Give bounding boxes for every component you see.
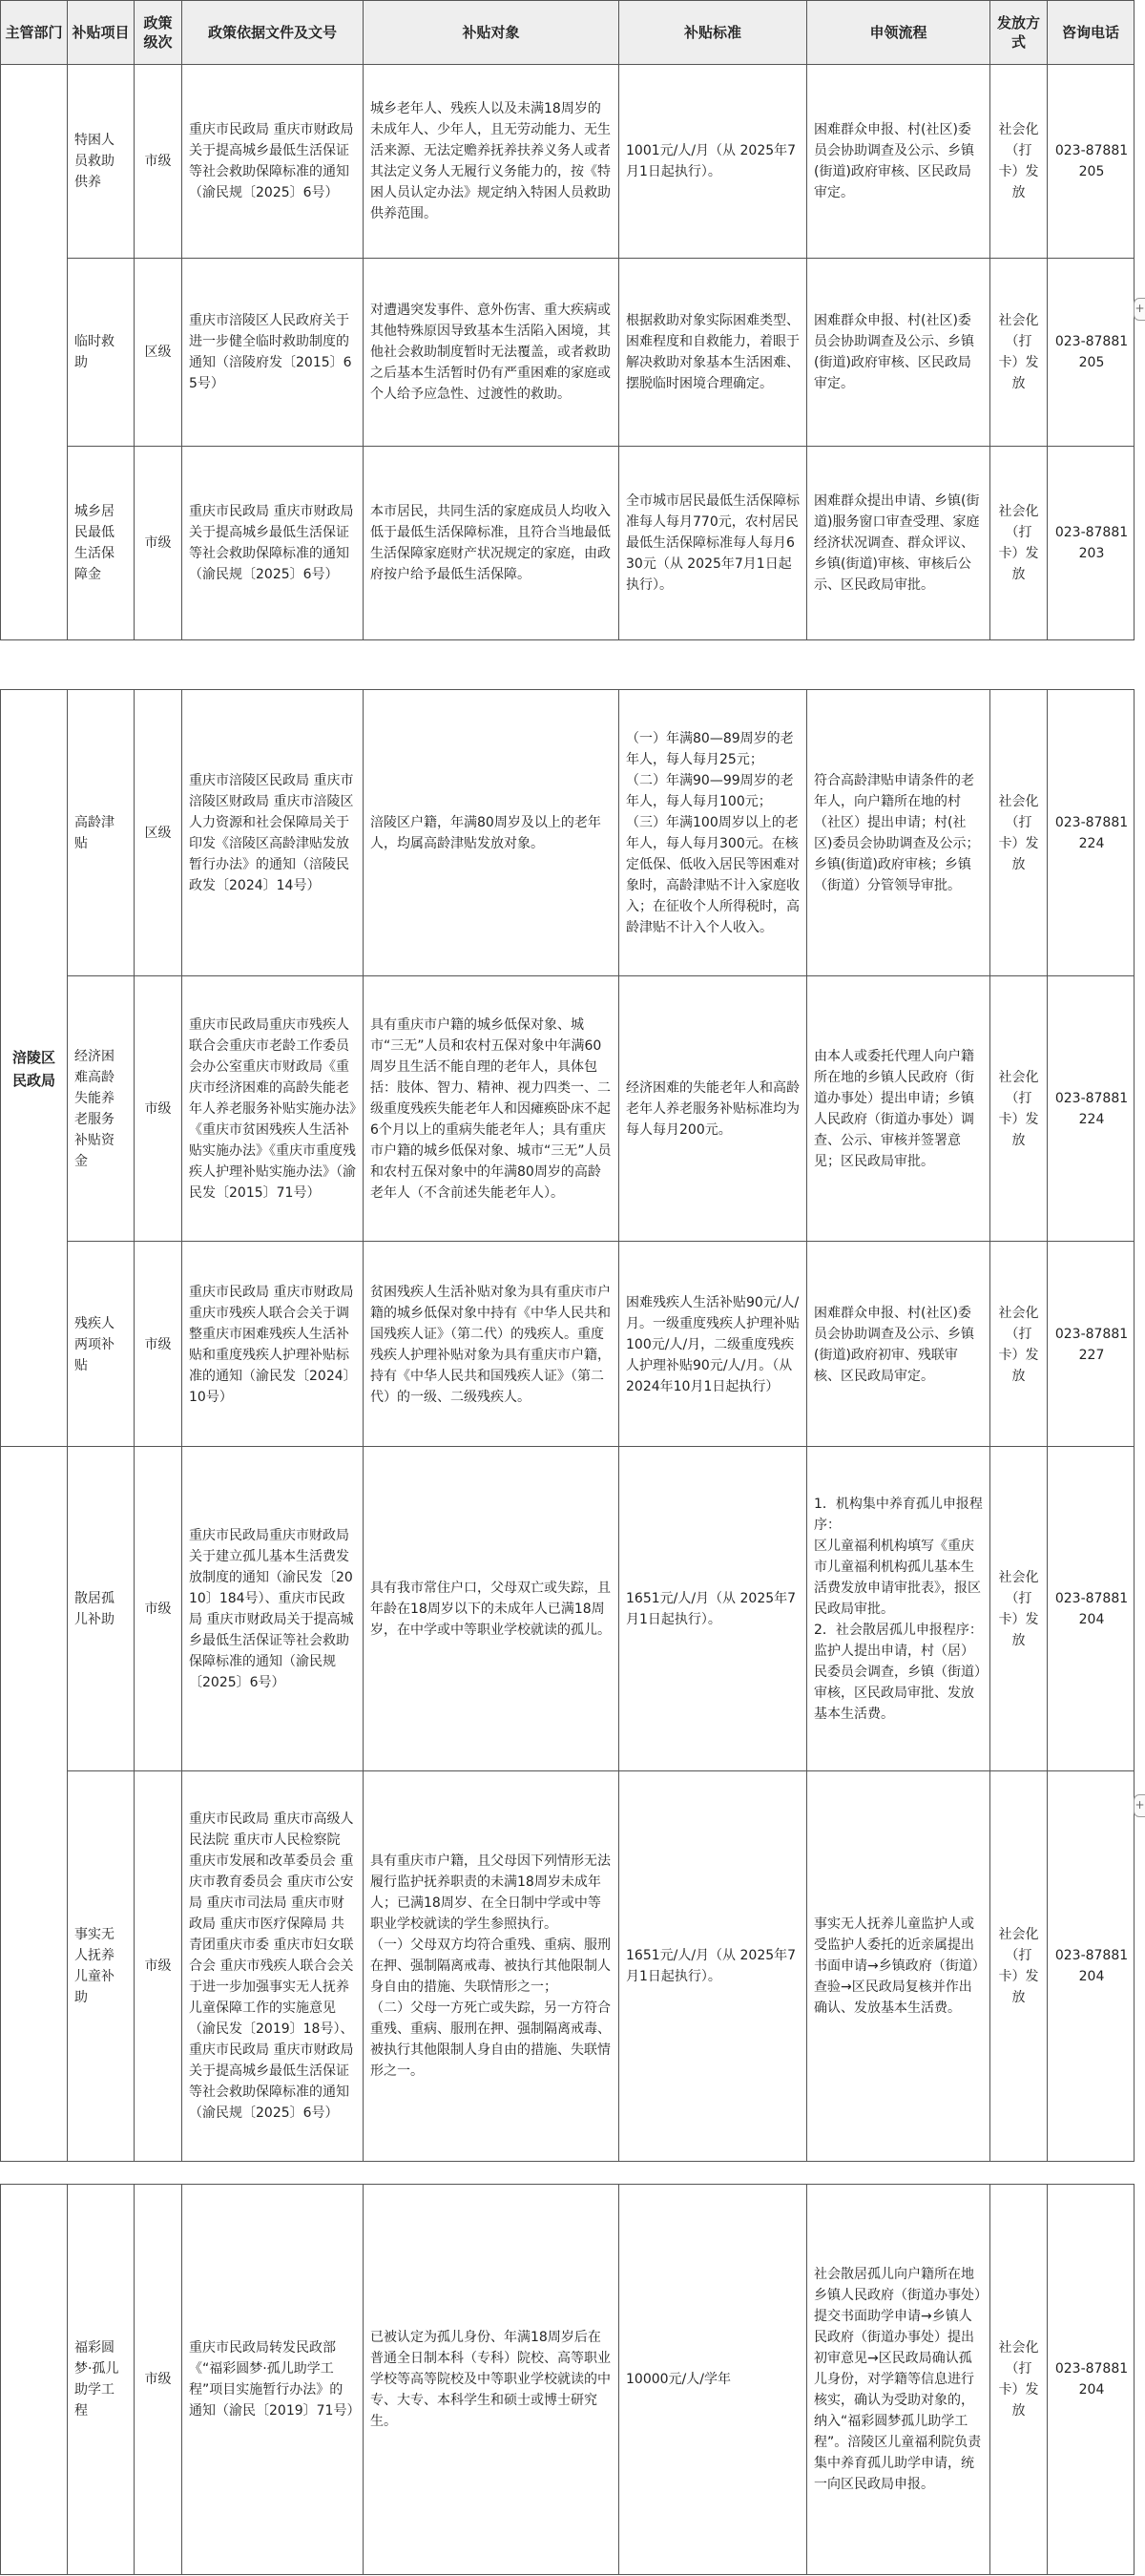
subsidy-standard-text: 根据救助对象实际困难类型、困难程度和自救能力，着眼于解决救助对象基本生活困难、摆脱临时困境合理确定。 bbox=[626, 313, 800, 391]
subsidy-standard bbox=[619, 2185, 807, 2574]
subsidy-item-text: 临时救助 bbox=[74, 334, 114, 370]
subsidy-item-text: 高龄津贴 bbox=[74, 814, 114, 851]
payment-method bbox=[990, 447, 1048, 639]
subsidy-standard bbox=[619, 447, 807, 639]
department-cell bbox=[1, 1447, 68, 2161]
subsidy-item-text: 残疾人两项补贴 bbox=[74, 1316, 114, 1373]
consult-phone bbox=[1048, 1447, 1135, 1770]
consult-phone bbox=[1048, 690, 1135, 975]
payment-method bbox=[990, 1242, 1048, 1448]
application-process bbox=[807, 447, 990, 639]
application-process-text: 1．机构集中养育孤儿申报程序： 区儿童福利机构填写《重庆市儿童福利机构孤儿基本生活费发放申请审批表》，报区民政局审批。 2．社会散居孤儿申报程序： 监护人提出申请，村（居）民委员会调查，乡镇（街道）审核，区民政局审批、发放基本生活费。 bbox=[814, 1496, 983, 1722]
subsidy-item bbox=[68, 1771, 135, 2161]
policy-basis bbox=[182, 447, 364, 639]
payment-method bbox=[990, 1771, 1048, 2161]
policy-level bbox=[135, 1771, 182, 2161]
payment-method-text: 社会化（打卡）发放 bbox=[998, 793, 1039, 872]
payment-method bbox=[990, 976, 1048, 1241]
policy-basis-text: 重庆市民政局 重庆市财政局关于提高城乡最低生活保证等社会救助保障标准的通知（渝民规〔2025〕6号） bbox=[189, 122, 354, 200]
subsidy-target-text: 具有重庆市户籍，且父母因下列情形无法履行监护抚养职责的未满18周岁未成年人；已满18周岁、在全日制中学或中等职业学校就读的学生参照执行。 （一）父母双方均符合重残、重病、服刑在押、强制隔离戒毒、被执行其他限制人身自由的措施、失联情形之一； （二）父母一方死亡或失踪，另一方符合重残、重病、服刑在押、强制隔离戒毒、被执行其他限制人身自由的措施、失联情形之一。 bbox=[370, 1853, 611, 2079]
subsidy-item-text: 特困人员救助供养 bbox=[74, 133, 114, 190]
subsidy-target-text: 具有重庆市户籍的城乡低保对象、城市“三无”人员和农村五保对象中年满60周岁且生活不能自理的老年人，具体包括：肢体、智力、精神、视力四类一、二级重度残疾失能老年人和因瘫痪卧床不起6个月以上的重病失能老年人；具有重庆市户籍的城乡低保对象、城市“三无”人员和农村五保对象中的年满80周岁的高龄老年人（不含前述失能老年人）。 bbox=[370, 1016, 612, 1201]
table-row bbox=[68, 447, 1134, 639]
payment-method-text: 社会化（打卡）发放 bbox=[998, 1306, 1039, 1384]
table-section bbox=[0, 1446, 1135, 2162]
application-process bbox=[807, 976, 990, 1241]
consult-phone-text: 023-87881204 bbox=[1054, 1948, 1129, 1984]
application-process bbox=[807, 2185, 990, 2574]
subsidy-target bbox=[364, 2185, 619, 2574]
policy-basis bbox=[182, 1771, 364, 2161]
subsidy-item-text: 事实无人抚养儿童补助 bbox=[74, 1927, 114, 2005]
subsidy-target-text: 对遭遇突发事件、意外伤害、重大疾病或其他特殊原因导致基本生活陷入困境，其他社会救助制度暂时无法覆盖，或者救助之后基本生活暂时仍有严重困难的家庭或个人给予应急性、过渡性的救助。 bbox=[370, 303, 611, 402]
subsidy-standard-text: 1001元/人/月（从 2025年7月1日起执行）。 bbox=[626, 143, 797, 179]
policy-basis bbox=[182, 1447, 364, 1770]
header-cell: 补贴项目 bbox=[68, 1, 135, 64]
payment-method bbox=[990, 65, 1048, 258]
policy-basis-text: 重庆市民政局转发民政部《“福彩圆梦·孤儿助学工程”项目实施暂行办法》的通知（渝民〔2019〕71号） bbox=[189, 2340, 361, 2419]
consult-phone bbox=[1048, 259, 1135, 446]
subsidy-standard-text: 全市城市居民最低生活保障标准每人每月770元，农村居民最低生活保障标准每人每月630元（从 2025年7月1日起执行）。 bbox=[626, 493, 800, 593]
subsidy-standard-text: 10000元/人/学年 bbox=[626, 2372, 731, 2387]
policy-basis-text: 重庆市民政局重庆市财政局关于建立孤儿基本生活费发放制度的通知（渝民发〔2010〕184号）、重庆市民政局 重庆市财政局关于提高城乡最低生活保证等社会救助保障标准的通知（渝民规〔2025〕6号） bbox=[189, 1527, 354, 1690]
application-process bbox=[807, 690, 990, 975]
payment-method-text: 社会化（打卡）发放 bbox=[998, 1069, 1039, 1148]
payment-method-text: 社会化（打卡）发放 bbox=[998, 2340, 1039, 2419]
application-process bbox=[807, 259, 990, 446]
header-cell: 咨询电话 bbox=[1061, 24, 1119, 41]
policy-basis bbox=[182, 259, 364, 446]
policy-basis bbox=[182, 976, 364, 1241]
header-cell: 补贴标准 bbox=[619, 1, 807, 64]
payment-method-text: 社会化（打卡）发放 bbox=[998, 504, 1039, 582]
consult-phone bbox=[1048, 65, 1135, 258]
subsidy-standard bbox=[619, 1242, 807, 1448]
table-row bbox=[68, 259, 1134, 447]
subsidy-standard bbox=[619, 65, 807, 258]
policy-basis-text: 重庆市民政局 重庆市高级人民法院 重庆市人民检察院 重庆市发展和改革委员会 重庆市教育委员会 重庆市公安局 重庆市司法局 重庆市财政局 重庆市医疗保障局 共青团重庆市委 重庆市妇女联合会 重庆市残疾人联合会关于进一步加强事实无人抚养儿童保障工作的实施意见（渝民发〔2019〕18号）、重庆市民政局 重庆市财政局关于提高城乡最低生活保证等社会救助保障标准的通知（渝民规〔2025〕6号） bbox=[189, 1812, 354, 2121]
consult-phone bbox=[1048, 1771, 1135, 2161]
policy-basis-text: 重庆市民政局 重庆市财政局关于提高城乡最低生活保证等社会救助保障标准的通知（渝民规〔2025〕6号） bbox=[189, 504, 354, 582]
policy-level bbox=[135, 447, 182, 639]
application-process-text: 事实无人抚养儿童监护人或受监护人委托的近亲属提出书面申请→乡镇政府（街道）查验→区民政局复核并作出确认、发放基本生活费。 bbox=[814, 1916, 979, 2016]
payment-method bbox=[990, 1447, 1048, 1770]
table-row bbox=[68, 2185, 1134, 2574]
department-cell: 涪陵区民政局 bbox=[1, 690, 68, 1448]
policy-basis-text: 重庆市民政局重庆市残疾人联合会重庆市老龄工作委员会办公室重庆市财政局《重庆市经济困难的高龄失能老年人养老服务补贴实施办法》《重庆市贫困残疾人生活补贴实施办法》《重庆市重度残疾人护理补贴实施办法》（渝民发〔2015〕71号） bbox=[189, 1016, 356, 1201]
consult-phone-text: 023-87881224 bbox=[1054, 814, 1129, 851]
policy-level-text: 市级 bbox=[144, 1601, 172, 1617]
table-section bbox=[0, 689, 1135, 1449]
header-cell: 政策依据文件及文号 bbox=[182, 1, 364, 64]
application-process-text: 困难群众申报、村(社区)委员会协助调查及公示、乡镇(街道)政府审核、区民政局审定。 bbox=[814, 313, 974, 391]
payment-method bbox=[990, 259, 1048, 446]
consult-phone-text: 023-87881204 bbox=[1054, 2361, 1129, 2398]
payment-method bbox=[990, 2185, 1048, 2574]
policy-basis bbox=[182, 1242, 364, 1448]
application-process-text: 困难群众申报、村(社区)委员会协助调查及公示、乡镇(街道)政府初审、残联审核、区民政局审定。 bbox=[814, 1306, 974, 1384]
subsidy-item bbox=[68, 2185, 135, 2574]
subsidy-target-text: 涪陵区户籍，年满80周岁及以上的老年人，均属高龄津贴发放对象。 bbox=[370, 814, 601, 851]
payment-method-text: 社会化（打卡）发放 bbox=[998, 313, 1039, 391]
subsidy-item bbox=[68, 976, 135, 1241]
header-cell: 政策级次 bbox=[135, 1, 182, 64]
subsidy-item bbox=[68, 447, 135, 639]
consult-phone-text: 023-87881203 bbox=[1054, 525, 1129, 561]
application-process bbox=[807, 1447, 990, 1770]
policy-level bbox=[135, 690, 182, 975]
policy-level bbox=[135, 259, 182, 446]
application-process-text: 由本人或委托代理人向户籍所在地的乡镇人民政府（街道办事处）提出申请；乡镇人民政府（街道办事处）调查、公示、审核并签署意见；区民政局审批。 bbox=[814, 1048, 974, 1169]
subsidy-item-text: 城乡居民最低生活保障金 bbox=[74, 504, 114, 582]
application-process-text: 困难群众申报、村(社区)委员会协助调查及公示、乡镇(街道)政府审核、区民政局审定。 bbox=[814, 122, 974, 200]
policy-level-text: 市级 bbox=[144, 154, 172, 169]
subsidy-target-text: 贫困残疾人生活补贴对象为具有重庆市户籍的城乡低保对象中持有《中华人民共和国残疾人证》（第二代）的残疾人。重度残疾人护理补贴对象为具有重庆市户籍，持有《中华人民共和国残疾人证》（第二代）的一级、二级残疾人。 bbox=[370, 1285, 611, 1405]
consult-phone bbox=[1048, 1242, 1135, 1448]
payment-method-text: 社会化（打卡）发放 bbox=[998, 1569, 1039, 1648]
policy-level-text: 市级 bbox=[144, 1958, 172, 1974]
policy-basis bbox=[182, 690, 364, 975]
application-process-text: 符合高龄津贴申请条件的老年人，向户籍所在地的村（社区）提出申请；村(社区)委员会协助调查及公示；乡镇(街道)政府审核；乡镇（街道）分管领导审批。 bbox=[814, 772, 980, 893]
policy-level-text: 市级 bbox=[144, 535, 172, 551]
subsidy-item-text: 福彩圆梦·孤儿助学工程 bbox=[74, 2340, 119, 2419]
subsidy-target-text: 本市居民，共同生活的家庭成员人均收入低于最低生活保障标准，且符合当地最低生活保障家庭财产状况规定的家庭，由政府按户给予最低生活保障。 bbox=[370, 504, 611, 582]
subsidy-target-text: 城乡老年人、残疾人以及未满18周岁的未成年人、少年人，且无劳动能力、无生活来源、无法定赡养抚养扶养义务人或者其法定义务人无履行义务能力的，按《特困人员认定办法》规定纳入特困人员救助供养范围。 bbox=[370, 101, 611, 221]
payment-method-text: 社会化（打卡）发放 bbox=[998, 122, 1039, 200]
table-row bbox=[68, 976, 1134, 1242]
table-row bbox=[68, 65, 1134, 259]
policy-level bbox=[135, 1242, 182, 1448]
subsidy-item-text: 散居孤儿补助 bbox=[74, 1590, 114, 1627]
department-cell bbox=[1, 65, 68, 639]
subsidy-target-text: 已被认定为孤儿身份、年满18周岁后在普通全日制本科（专科）院校、高等职业学校等高等院校及中等职业学校就读的中专、大专、本科学生和硕士或博士研究生。 bbox=[370, 2330, 611, 2429]
application-process bbox=[807, 65, 990, 258]
policy-level-text: 区级 bbox=[144, 345, 172, 360]
subsidy-item bbox=[68, 690, 135, 975]
policy-basis-text: 重庆市民政局 重庆市财政局 重庆市残疾人联合会关于调整重庆市困难残疾人生活补贴和重度残疾人护理补贴标准的通知（渝民发〔2024〕10号） bbox=[189, 1285, 354, 1405]
application-process-text: 困难群众提出申请、乡镇(街道)服务窗口审查受理、家庭经济状况调查、群众评议、乡镇(街道)审核、审核后公示、区民政局审批。 bbox=[814, 493, 980, 593]
policy-level bbox=[135, 1447, 182, 1770]
application-process-text: 社会散居孤儿向户籍所在地乡镇人民政府（街道办事处）提交书面助学申请→乡镇人民政府（街道办事处）提出初审意见→区民政局确认孤儿身份，对学籍等信息进行核实，确认为受助对象的，纳入“福彩圆梦孤儿助学工程”。涪陵区儿童福利院负责集中养育孤儿助学申请，统一向区民政局申报。 bbox=[814, 2267, 982, 2492]
payment-method-text: 社会化（打卡）发放 bbox=[998, 1927, 1039, 2005]
subsidy-target bbox=[364, 1771, 619, 2161]
subsidy-target bbox=[364, 1447, 619, 1770]
consult-phone-text: 023-87881205 bbox=[1054, 334, 1129, 370]
table-section bbox=[0, 2184, 1135, 2575]
subsidy-item bbox=[68, 1447, 135, 1770]
consult-phone-text: 023-87881205 bbox=[1054, 143, 1129, 179]
table-section bbox=[0, 64, 1135, 640]
subsidy-item-text: 经济困难高龄失能养老服务补贴资金 bbox=[74, 1048, 114, 1169]
table-header bbox=[0, 0, 1135, 65]
policy-basis bbox=[182, 2185, 364, 2574]
policy-level-text: 市级 bbox=[144, 2372, 172, 2387]
subsidy-standard-text: 经济困难的失能老年人和高龄老年人养老服务补贴标准均为每人每月200元。 bbox=[626, 1079, 800, 1138]
subsidy-target bbox=[364, 259, 619, 446]
policy-level-text: 区级 bbox=[144, 825, 172, 841]
policy-level bbox=[135, 65, 182, 258]
subsidy-target bbox=[364, 1242, 619, 1448]
consult-phone bbox=[1048, 447, 1135, 639]
consult-phone bbox=[1048, 2185, 1135, 2574]
table-row bbox=[68, 690, 1134, 976]
subsidy-item bbox=[68, 65, 135, 258]
policy-level bbox=[135, 976, 182, 1241]
policy-level-text: 市级 bbox=[144, 1337, 172, 1352]
header-cell: 发放方式 bbox=[990, 1, 1048, 64]
subsidy-target bbox=[364, 976, 619, 1241]
consult-phone-text: 023-87881227 bbox=[1054, 1327, 1129, 1363]
subsidy-standard-text: 1651元/人/月（从 2025年7月1日起执行）。 bbox=[626, 1948, 797, 1984]
expand-handle-icon[interactable]: + bbox=[1134, 298, 1145, 321]
table-row bbox=[68, 1242, 1134, 1448]
policy-basis-text: 重庆市涪陵区人民政府关于进一步健全临时救助制度的通知（涪陵府发〔2015〕65号） bbox=[189, 313, 352, 391]
subsidy-item bbox=[68, 1242, 135, 1448]
subsidy-standard-text: （一）年满80—89周岁的老年人，每人每月25元； （二）年满90—99周岁的老年人，每人每月100元； （三）年满100周岁以上的老年人，每人每月300元。在核定低保、低收入居民等困难对象时，高龄津贴不计入家庭收入；在征收个人所得税时，高龄津贴不计入个人收入。 bbox=[626, 730, 800, 935]
subsidy-item bbox=[68, 259, 135, 446]
policy-level bbox=[135, 2185, 182, 2574]
subsidy-standard bbox=[619, 976, 807, 1241]
subsidy-standard bbox=[619, 1447, 807, 1770]
application-process bbox=[807, 1771, 990, 2161]
subsidy-standard bbox=[619, 1771, 807, 2161]
policy-basis-text: 重庆市涪陵区民政局 重庆市涪陵区财政局 重庆市涪陵区人力资源和社会保障局关于印发《涪陵区高龄津贴发放暂行办法》的通知（涪陵民政发〔2024〕14号） bbox=[189, 772, 354, 893]
subsidy-target bbox=[364, 447, 619, 639]
expand-handle-icon[interactable]: + bbox=[1134, 1794, 1145, 1817]
subsidy-target bbox=[364, 65, 619, 258]
application-process bbox=[807, 1242, 990, 1448]
policy-basis bbox=[182, 65, 364, 258]
header-cell: 补贴对象 bbox=[364, 1, 619, 64]
subsidy-target bbox=[364, 690, 619, 975]
header-cell: 主管部门 bbox=[1, 1, 68, 64]
subsidy-standard bbox=[619, 259, 807, 446]
department-cell bbox=[1, 2185, 68, 2574]
consult-phone bbox=[1048, 976, 1135, 1241]
payment-method bbox=[990, 690, 1048, 975]
subsidy-standard bbox=[619, 690, 807, 975]
subsidy-target-text: 具有我市常住户口，父母双亡或失踪，且年龄在18周岁以下的未成年人已满18周岁，在中学或中等职业学校就读的孤儿。 bbox=[370, 1580, 611, 1638]
policy-level-text: 市级 bbox=[144, 1100, 172, 1117]
consult-phone-text: 023-87881204 bbox=[1054, 1590, 1129, 1627]
header-cell: 申领流程 bbox=[807, 1, 990, 64]
table-row bbox=[68, 1447, 1134, 1771]
subsidy-standard-text: 1651元/人/月（从 2025年7月1日起执行）。 bbox=[626, 1590, 797, 1627]
consult-phone-text: 023-87881224 bbox=[1054, 1090, 1129, 1127]
table-row bbox=[68, 1771, 1134, 2161]
subsidy-standard-text: 困难残疾人生活补贴90元/人/月。一级重度残疾人护理补贴100元/人/月，二级重度残疾人护理补贴90元/人/月。（从 2024年10月1日起执行） bbox=[626, 1295, 800, 1394]
